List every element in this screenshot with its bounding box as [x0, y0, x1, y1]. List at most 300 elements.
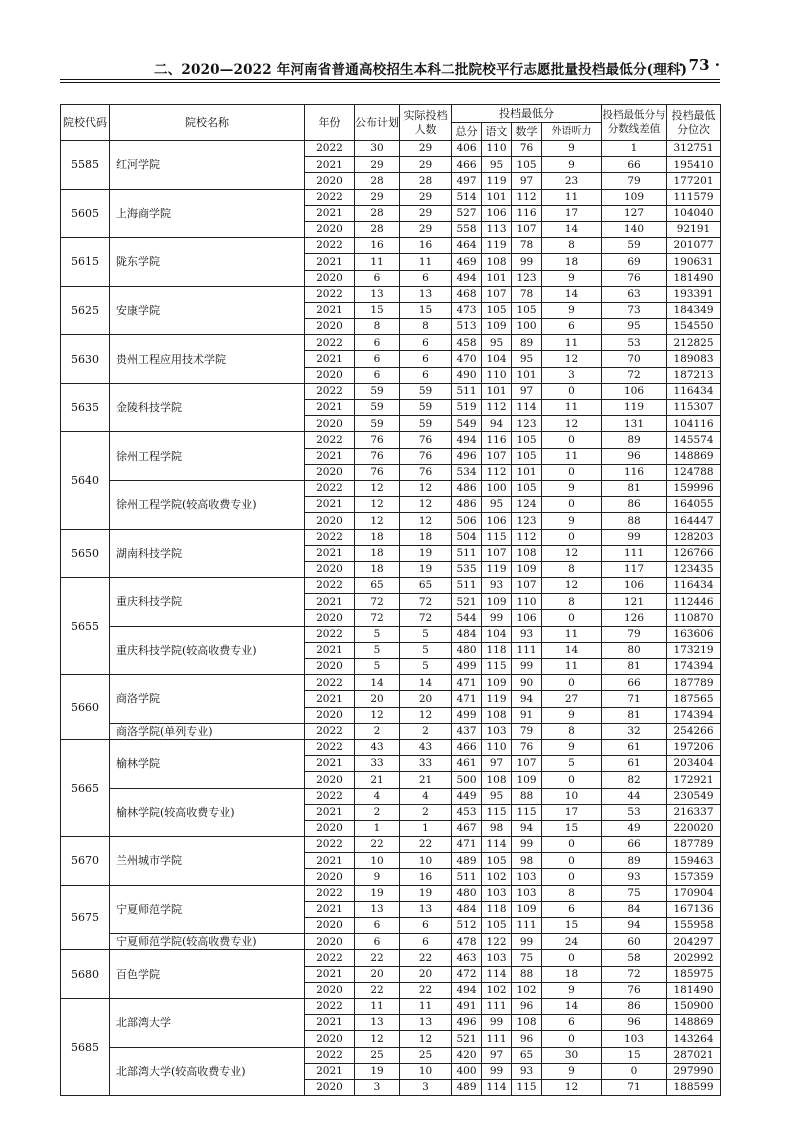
year-cell: 2021	[305, 448, 355, 464]
school-name: 榆林学院	[110, 739, 305, 788]
actual-cell: 16	[400, 238, 452, 254]
foreign-cell: 14	[542, 642, 602, 658]
school-name: 金陵科技学院	[110, 383, 305, 432]
chinese-cell: 107	[482, 286, 512, 302]
math-cell: 108	[512, 1015, 542, 1031]
plan-cell: 5	[355, 642, 400, 658]
plan-cell: 59	[355, 416, 400, 432]
plan-cell: 6	[355, 934, 400, 950]
diff-cell: 106	[602, 578, 667, 594]
rank-cell: 128203	[667, 529, 721, 545]
actual-cell: 25	[400, 1047, 452, 1063]
math-cell: 115	[512, 1079, 542, 1095]
actual-cell: 8	[400, 319, 452, 335]
diff-cell: 0	[602, 1063, 667, 1079]
rank-cell: 123435	[667, 561, 721, 577]
chinese-cell: 102	[482, 982, 512, 998]
actual-cell: 19	[400, 885, 452, 901]
foreign-cell: 12	[542, 545, 602, 561]
math-cell: 94	[512, 820, 542, 836]
plan-cell: 6	[355, 351, 400, 367]
table-row	[61, 578, 721, 594]
diff-cell: 84	[602, 901, 667, 917]
rank-cell: 104116	[667, 416, 721, 432]
header-actual: 实际投档人数	[400, 105, 452, 141]
actual-cell: 59	[400, 383, 452, 399]
actual-cell: 5	[400, 659, 452, 675]
chinese-cell: 99	[482, 1063, 512, 1079]
total-cell: 437	[452, 723, 482, 739]
math-cell: 107	[512, 756, 542, 772]
chinese-cell: 99	[482, 1015, 512, 1031]
total-cell: 535	[452, 561, 482, 577]
header-plan: 公布计划	[355, 105, 400, 141]
rank-cell: 164447	[667, 513, 721, 529]
plan-cell: 65	[355, 578, 400, 594]
total-cell: 466	[452, 157, 482, 173]
plan-cell: 59	[355, 383, 400, 399]
school-name: 贵州工程应用技术学院	[110, 335, 305, 384]
school-name: 商洛学院(单列专业)	[110, 723, 305, 739]
foreign-cell: 0	[542, 1031, 602, 1047]
actual-cell: 18	[400, 529, 452, 545]
chinese-cell: 109	[482, 594, 512, 610]
chinese-cell: 112	[482, 400, 512, 416]
math-cell: 105	[512, 302, 542, 318]
chinese-cell: 94	[482, 416, 512, 432]
chinese-cell: 115	[482, 659, 512, 675]
foreign-cell: 9	[542, 513, 602, 529]
rank-cell: 112446	[667, 594, 721, 610]
math-cell: 124	[512, 497, 542, 513]
actual-cell: 6	[400, 367, 452, 383]
diff-cell: 96	[602, 448, 667, 464]
chinese-cell: 105	[482, 302, 512, 318]
total-cell: 499	[452, 707, 482, 723]
actual-cell: 2	[400, 723, 452, 739]
rank-cell: 204297	[667, 934, 721, 950]
math-cell: 94	[512, 691, 542, 707]
chinese-cell: 97	[482, 756, 512, 772]
year-cell: 2020	[305, 934, 355, 950]
rank-cell: 201077	[667, 238, 721, 254]
math-cell: 103	[512, 885, 542, 901]
actual-cell: 28	[400, 173, 452, 189]
diff-cell: 61	[602, 739, 667, 755]
diff-cell: 117	[602, 561, 667, 577]
school-code: 5655	[61, 578, 110, 675]
rank-cell: 202992	[667, 950, 721, 966]
actual-cell: 10	[400, 853, 452, 869]
foreign-cell: 11	[542, 189, 602, 205]
diff-cell: 82	[602, 772, 667, 788]
plan-cell: 2	[355, 804, 400, 820]
year-cell: 2020	[305, 707, 355, 723]
chinese-cell: 119	[482, 561, 512, 577]
foreign-cell: 6	[542, 1015, 602, 1031]
total-cell: 489	[452, 853, 482, 869]
rank-cell: 185975	[667, 966, 721, 982]
math-cell: 99	[512, 254, 542, 270]
foreign-cell: 15	[542, 918, 602, 934]
school-code: 5650	[61, 529, 110, 578]
math-cell: 78	[512, 286, 542, 302]
school-name: 徐州工程学院(较高收费专业)	[110, 480, 305, 529]
math-cell: 109	[512, 772, 542, 788]
diff-cell: 66	[602, 157, 667, 173]
total-cell: 486	[452, 497, 482, 513]
rank-cell: 124788	[667, 464, 721, 480]
chinese-cell: 95	[482, 788, 512, 804]
diff-cell: 71	[602, 691, 667, 707]
foreign-cell: 9	[542, 141, 602, 157]
rank-cell: 190631	[667, 254, 721, 270]
school-code: 5685	[61, 998, 110, 1095]
rank-cell: 254266	[667, 723, 721, 739]
diff-cell: 95	[602, 319, 667, 335]
school-name: 北部湾大学(较高收费专业)	[110, 1047, 305, 1096]
diff-cell: 32	[602, 723, 667, 739]
year-cell: 2022	[305, 626, 355, 642]
school-code: 5630	[61, 335, 110, 384]
foreign-cell: 8	[542, 594, 602, 610]
plan-cell: 11	[355, 254, 400, 270]
year-cell: 2022	[305, 141, 355, 157]
school-name: 陇东学院	[110, 238, 305, 287]
total-cell: 486	[452, 480, 482, 496]
foreign-cell: 0	[542, 464, 602, 480]
rank-cell: 157359	[667, 869, 721, 885]
foreign-cell: 11	[542, 335, 602, 351]
year-cell: 2020	[305, 464, 355, 480]
plan-cell: 15	[355, 302, 400, 318]
plan-cell: 13	[355, 901, 400, 917]
total-cell: 468	[452, 286, 482, 302]
plan-cell: 22	[355, 982, 400, 998]
diff-cell: 126	[602, 610, 667, 626]
diff-cell: 127	[602, 205, 667, 221]
plan-cell: 6	[355, 367, 400, 383]
rank-cell: 220020	[667, 820, 721, 836]
plan-cell: 18	[355, 529, 400, 545]
actual-cell: 13	[400, 1015, 452, 1031]
header-foreign: 外语听力	[542, 123, 602, 141]
chinese-cell: 111	[482, 998, 512, 1014]
total-cell: 480	[452, 642, 482, 658]
year-cell: 2022	[305, 335, 355, 351]
total-cell: 480	[452, 885, 482, 901]
diff-cell: 94	[602, 918, 667, 934]
plan-cell: 12	[355, 480, 400, 496]
school-name: 徐州工程学院	[110, 432, 305, 481]
math-cell: 123	[512, 416, 542, 432]
table-row	[61, 675, 721, 691]
chinese-cell: 119	[482, 691, 512, 707]
diff-cell: 88	[602, 513, 667, 529]
school-name: 宁夏师范学院(较高收费专业)	[110, 934, 305, 950]
rank-cell: 177201	[667, 173, 721, 189]
math-cell: 114	[512, 400, 542, 416]
rank-cell: 110870	[667, 610, 721, 626]
school-name: 百色学院	[110, 950, 305, 999]
actual-cell: 76	[400, 432, 452, 448]
plan-cell: 20	[355, 691, 400, 707]
total-cell: 519	[452, 400, 482, 416]
actual-cell: 20	[400, 691, 452, 707]
rank-cell: 181490	[667, 270, 721, 286]
table-row	[61, 383, 721, 399]
diff-cell: 80	[602, 642, 667, 658]
actual-cell: 11	[400, 254, 452, 270]
chinese-cell: 99	[482, 610, 512, 626]
plan-cell: 1	[355, 820, 400, 836]
diff-cell: 96	[602, 1015, 667, 1031]
diff-cell: 44	[602, 788, 667, 804]
total-cell: 473	[452, 302, 482, 318]
diff-cell: 66	[602, 675, 667, 691]
plan-cell: 9	[355, 869, 400, 885]
plan-cell: 72	[355, 610, 400, 626]
table-body	[61, 141, 721, 1096]
rank-cell: 230549	[667, 788, 721, 804]
rank-cell: 104040	[667, 205, 721, 221]
foreign-cell: 9	[542, 302, 602, 318]
foreign-cell: 6	[542, 319, 602, 335]
foreign-cell: 0	[542, 497, 602, 513]
diff-cell: 93	[602, 869, 667, 885]
plan-cell: 10	[355, 853, 400, 869]
foreign-cell: 27	[542, 691, 602, 707]
plan-cell: 29	[355, 157, 400, 173]
foreign-cell: 12	[542, 416, 602, 432]
school-name: 宁夏师范学院	[110, 885, 305, 934]
plan-cell: 16	[355, 238, 400, 254]
foreign-cell: 0	[542, 675, 602, 691]
rank-cell: 164055	[667, 497, 721, 513]
total-cell: 478	[452, 934, 482, 950]
rank-cell: 195410	[667, 157, 721, 173]
math-cell: 96	[512, 998, 542, 1014]
rank-cell: 187789	[667, 837, 721, 853]
plan-cell: 72	[355, 594, 400, 610]
diff-cell: 72	[602, 367, 667, 383]
rank-cell: 187789	[667, 675, 721, 691]
rank-cell: 167136	[667, 901, 721, 917]
foreign-cell: 11	[542, 626, 602, 642]
foreign-cell: 15	[542, 820, 602, 836]
rank-cell: 92191	[667, 221, 721, 237]
total-cell: 484	[452, 626, 482, 642]
table-row	[61, 1047, 721, 1063]
foreign-cell: 8	[542, 723, 602, 739]
math-cell: 76	[512, 141, 542, 157]
plan-cell: 22	[355, 950, 400, 966]
year-cell: 2021	[305, 853, 355, 869]
math-cell: 111	[512, 918, 542, 934]
chinese-cell: 104	[482, 351, 512, 367]
total-cell: 496	[452, 1015, 482, 1031]
plan-cell: 30	[355, 141, 400, 157]
table-row	[61, 739, 721, 755]
total-cell: 420	[452, 1047, 482, 1063]
actual-cell: 12	[400, 497, 452, 513]
rank-cell: 187565	[667, 691, 721, 707]
diff-cell: 53	[602, 804, 667, 820]
chinese-cell: 95	[482, 157, 512, 173]
total-cell: 458	[452, 335, 482, 351]
rank-cell: 116434	[667, 578, 721, 594]
plan-cell: 12	[355, 707, 400, 723]
actual-cell: 6	[400, 934, 452, 950]
year-cell: 2020	[305, 513, 355, 529]
year-cell: 2020	[305, 319, 355, 335]
foreign-cell: 0	[542, 432, 602, 448]
chinese-cell: 119	[482, 238, 512, 254]
actual-cell: 76	[400, 464, 452, 480]
year-cell: 2022	[305, 885, 355, 901]
diff-cell: 79	[602, 173, 667, 189]
diff-cell: 49	[602, 820, 667, 836]
school-name: 重庆科技学院(较高收费专业)	[110, 626, 305, 675]
page-number: · 73 ·	[678, 56, 720, 74]
year-cell: 2022	[305, 286, 355, 302]
foreign-cell: 0	[542, 610, 602, 626]
total-cell: 449	[452, 788, 482, 804]
math-cell: 105	[512, 480, 542, 496]
chinese-cell: 105	[482, 853, 512, 869]
year-cell: 2020	[305, 1079, 355, 1095]
foreign-cell: 8	[542, 885, 602, 901]
header-name: 院校名称	[110, 105, 305, 141]
total-cell: 494	[452, 982, 482, 998]
math-cell: 107	[512, 221, 542, 237]
year-cell: 2022	[305, 529, 355, 545]
chinese-cell: 110	[482, 739, 512, 755]
foreign-cell: 18	[542, 966, 602, 982]
chinese-cell: 108	[482, 254, 512, 270]
plan-cell: 6	[355, 270, 400, 286]
year-cell: 2021	[305, 594, 355, 610]
rank-cell: 287021	[667, 1047, 721, 1063]
actual-cell: 43	[400, 739, 452, 755]
actual-cell: 11	[400, 998, 452, 1014]
rank-cell: 216337	[667, 804, 721, 820]
rank-cell: 172921	[667, 772, 721, 788]
chinese-cell: 108	[482, 772, 512, 788]
table-row	[61, 238, 721, 254]
plan-cell: 76	[355, 448, 400, 464]
chinese-cell: 102	[482, 869, 512, 885]
year-cell: 2020	[305, 367, 355, 383]
year-cell: 2021	[305, 545, 355, 561]
header-chinese: 语文	[482, 123, 512, 141]
math-cell: 101	[512, 367, 542, 383]
rank-cell: 154550	[667, 319, 721, 335]
diff-cell: 99	[602, 529, 667, 545]
total-cell: 400	[452, 1063, 482, 1079]
diff-cell: 103	[602, 1031, 667, 1047]
rank-cell: 143264	[667, 1031, 721, 1047]
table-row	[61, 286, 721, 302]
actual-cell: 12	[400, 480, 452, 496]
foreign-cell: 0	[542, 837, 602, 853]
chinese-cell: 114	[482, 966, 512, 982]
chinese-cell: 115	[482, 804, 512, 820]
actual-cell: 29	[400, 141, 452, 157]
math-cell: 97	[512, 173, 542, 189]
diff-cell: 76	[602, 982, 667, 998]
school-code: 5680	[61, 950, 110, 999]
plan-cell: 18	[355, 545, 400, 561]
chinese-cell: 101	[482, 383, 512, 399]
page-title: 二、2020—2022 年河南省普通高校招生本科二批院校平行志愿批量投档最低分(理科)	[154, 62, 688, 78]
chinese-cell: 103	[482, 950, 512, 966]
plan-cell: 13	[355, 286, 400, 302]
actual-cell: 19	[400, 545, 452, 561]
header-rule	[60, 82, 720, 83]
year-cell: 2021	[305, 351, 355, 367]
actual-cell: 76	[400, 448, 452, 464]
plan-cell: 3	[355, 1079, 400, 1095]
actual-cell: 1	[400, 820, 452, 836]
year-cell: 2021	[305, 302, 355, 318]
math-cell: 99	[512, 934, 542, 950]
plan-cell: 12	[355, 513, 400, 529]
total-cell: 466	[452, 739, 482, 755]
year-cell: 2020	[305, 772, 355, 788]
plan-cell: 76	[355, 432, 400, 448]
year-cell: 2021	[305, 966, 355, 982]
school-code: 5675	[61, 885, 110, 950]
plan-cell: 12	[355, 1031, 400, 1047]
total-cell: 467	[452, 820, 482, 836]
diff-cell: 66	[602, 837, 667, 853]
foreign-cell: 3	[542, 367, 602, 383]
school-name: 兰州城市学院	[110, 837, 305, 886]
school-name: 安康学院	[110, 286, 305, 335]
diff-cell: 63	[602, 286, 667, 302]
plan-cell: 14	[355, 675, 400, 691]
header-total: 总分	[452, 123, 482, 141]
foreign-cell: 0	[542, 869, 602, 885]
foreign-cell: 8	[542, 238, 602, 254]
school-code: 5640	[61, 432, 110, 529]
header-math: 数学	[512, 123, 542, 141]
diff-cell: 79	[602, 626, 667, 642]
table-row	[61, 998, 721, 1014]
rank-cell: 159463	[667, 853, 721, 869]
diff-cell: 58	[602, 950, 667, 966]
diff-cell: 89	[602, 432, 667, 448]
table-row	[61, 723, 721, 739]
math-cell: 91	[512, 707, 542, 723]
rank-cell: 148869	[667, 448, 721, 464]
year-cell: 2020	[305, 1031, 355, 1047]
foreign-cell: 12	[542, 351, 602, 367]
math-cell: 123	[512, 270, 542, 286]
total-cell: 504	[452, 529, 482, 545]
math-cell: 90	[512, 675, 542, 691]
chinese-cell: 111	[482, 1031, 512, 1047]
diff-cell: 75	[602, 885, 667, 901]
table-row	[61, 432, 721, 448]
chinese-cell: 93	[482, 578, 512, 594]
table-row	[61, 950, 721, 966]
diff-cell: 70	[602, 351, 667, 367]
total-cell: 406	[452, 141, 482, 157]
foreign-cell: 14	[542, 221, 602, 237]
foreign-cell: 11	[542, 448, 602, 464]
